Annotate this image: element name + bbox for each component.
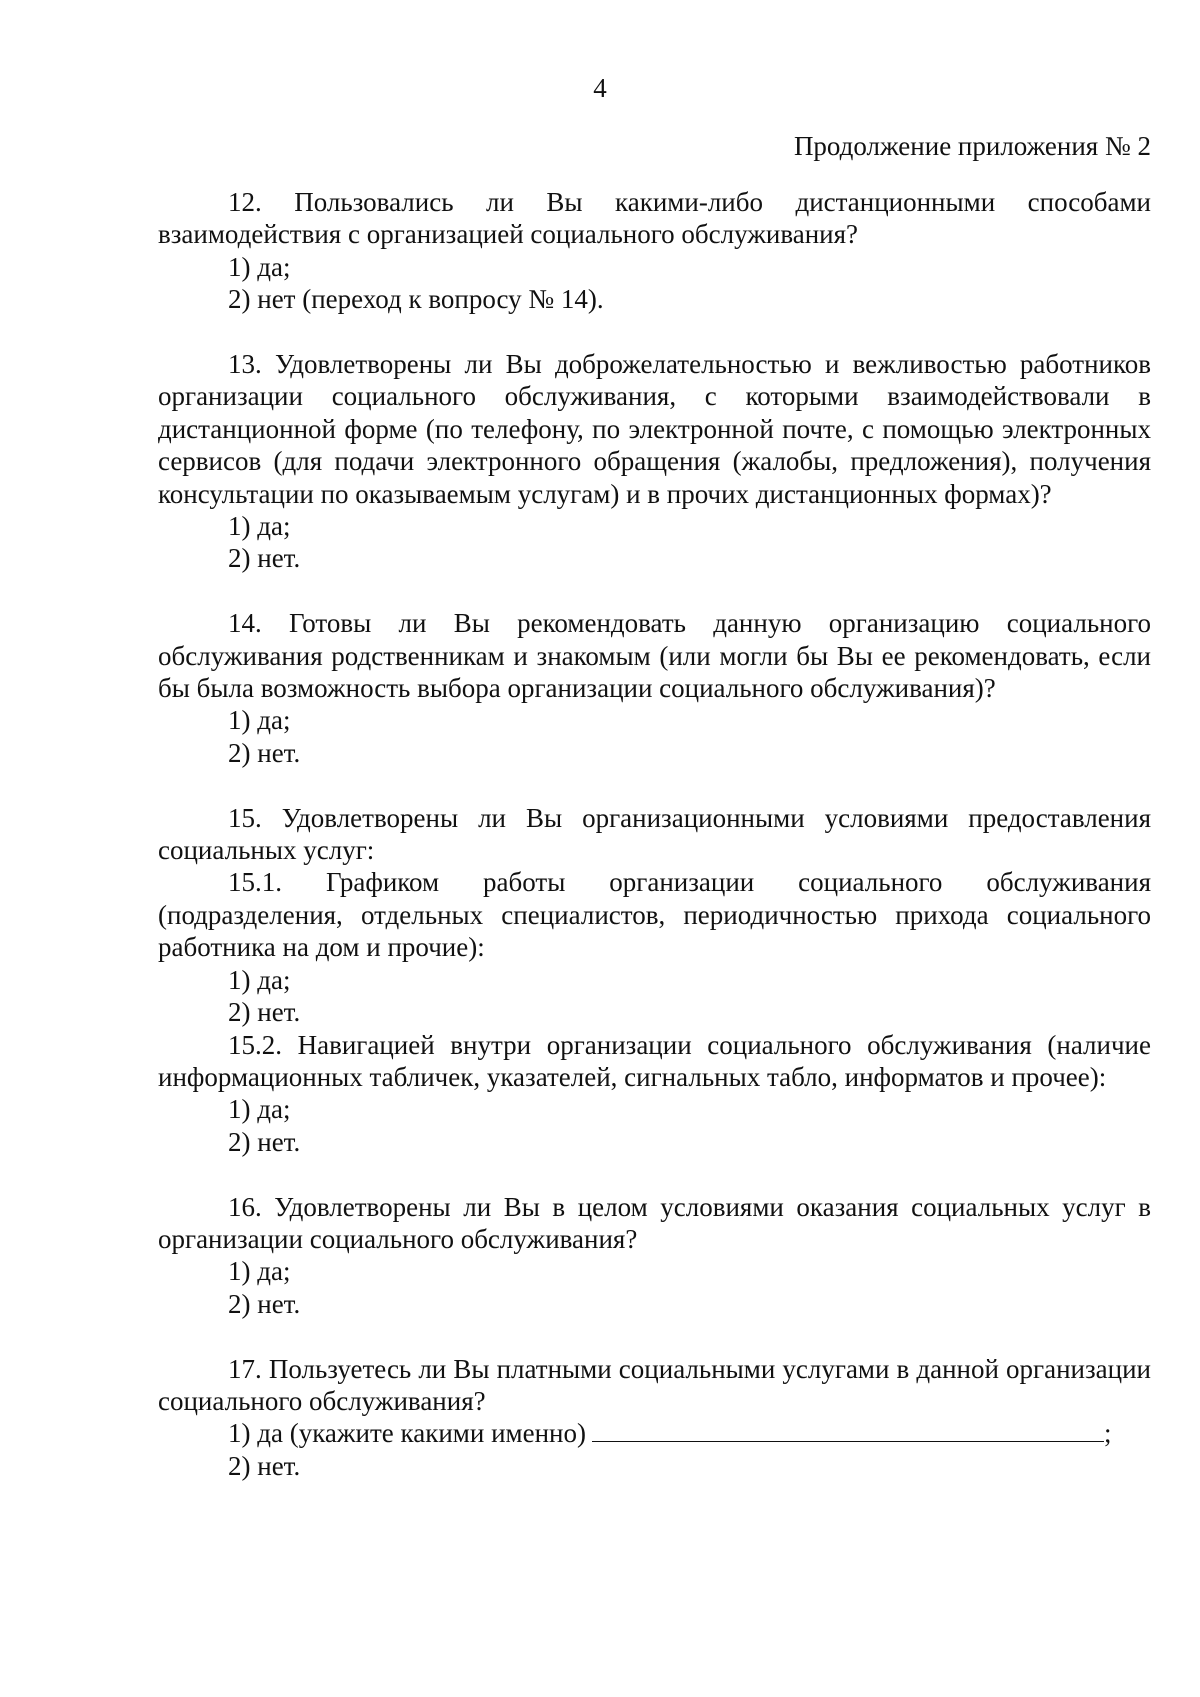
- appendix-note: Продолжение приложения № 2: [793, 131, 1151, 161]
- question-15-2-option-yes: 1) да;: [228, 1094, 291, 1125]
- question-15-2-text: 15.2. Навигацией внутри организации социального обслуживания (наличие информационных табличек, указателей, сигнальных табло, информатов и прочее):: [158, 1029, 1151, 1092]
- question-12-option-no: 2) нет (переход к вопросу № 14).: [228, 284, 604, 315]
- question-15-1-option-yes: 1) да;: [228, 964, 291, 995]
- question-15-2-option-no: 2) нет.: [228, 1126, 301, 1157]
- question-16-text: 16. Удовлетворены ли Вы в целом условиями оказания социальных услуг в организации социального обслуживания?: [158, 1191, 1151, 1254]
- question-15-1-option-no: 2) нет.: [228, 997, 301, 1028]
- question-14-option-yes: 1) да;: [228, 705, 291, 736]
- question-12-text: 12. Пользовались ли Вы какими-либо дистанционными способами взаимодействия с организацией социального обслуживания?: [158, 187, 1151, 250]
- page-number: 4: [593, 73, 607, 103]
- question-17-option-yes-label: 1) да (укажите какими именно): [228, 1418, 586, 1449]
- question-13-option-yes: 1) да;: [228, 511, 291, 542]
- questionnaire-body: [158, 186, 1151, 1482]
- question-17-option-yes: [158, 1417, 1151, 1449]
- question-14-text: 14. Готовы ли Вы рекомендовать данную организацию социального обслуживания родственникам и знакомым (или могли бы Вы ее рекомендовать, если бы была возможность выбора организации социального обслуживания)?: [158, 608, 1151, 704]
- question-13-text: 13. Удовлетворены ли Вы доброжелательностью и вежливостью работников организации социального обслуживания, с которыми взаимодействовали в дистанционной форме (по телефону, по электронной почте, с помощью электронных сервисов (для подачи электронного обращения (жалобы, предложения), получения консультации по оказываемым услугам) и в прочих дистанционных формах)?: [158, 349, 1151, 509]
- question-15-text: 15. Удовлетворены ли Вы организационными условиями предоставления социальных услуг:: [158, 802, 1151, 866]
- question-14-option-no: 2) нет.: [228, 737, 301, 768]
- question-17-option-yes-end: ;: [1104, 1418, 1112, 1449]
- question-16-option-yes: 1) да;: [228, 1256, 291, 1287]
- question-12-option-yes: 1) да;: [228, 251, 291, 282]
- question-15-1-text: 15.1. Графиком работы организации социального обслуживания (подразделения, отдельных специалистов, периодичностью прихода социального работника на дом и прочие):: [158, 867, 1151, 963]
- question-13-option-no: 2) нет.: [228, 543, 301, 574]
- question-16-option-no: 2) нет.: [228, 1288, 301, 1319]
- question-17-option-no: 2) нет.: [228, 1450, 301, 1481]
- question-17-text: 17. Пользуетесь ли Вы платными социальными услугами в данной организации социального обслуживания?: [158, 1353, 1151, 1416]
- answer-blank-line[interactable]: [592, 1419, 1104, 1442]
